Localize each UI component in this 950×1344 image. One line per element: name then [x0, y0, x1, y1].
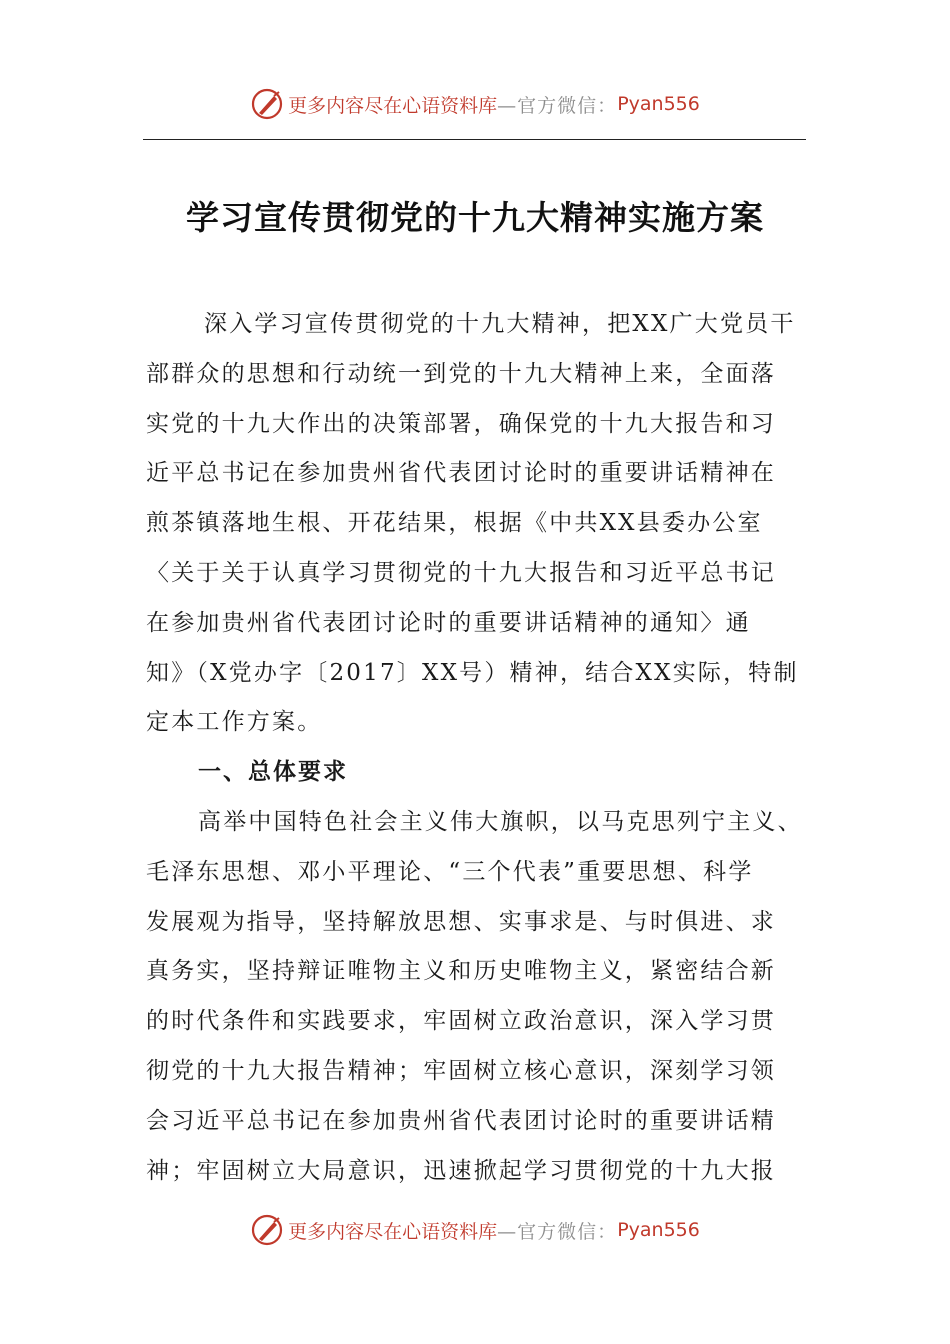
paragraph-line: 部群众的思想和行动统一到党的十九大精神上来，全面落 — [146, 360, 776, 387]
quill-logo-icon — [250, 1213, 284, 1247]
header-site-name: 更多内容尽在心语资料库 — [288, 94, 498, 117]
paragraph-line: 的时代条件和实践要求，牢固树立政治意识，深入学习贯 — [146, 1008, 776, 1035]
section-heading: 一、总体要求 — [198, 759, 348, 786]
footer-banner — [0, 1210, 950, 1250]
header-banner — [0, 84, 950, 124]
paragraph-line: 在参加贵州省代表团讨论时的重要讲话精神的通知〉通 — [146, 609, 751, 636]
paragraph-line: 深入学习宣传贯彻党的十九大精神，把XX广大党员干 — [204, 311, 796, 337]
header-wechat-id: Pyan556 — [617, 93, 700, 115]
paragraph-line: 高举中国特色社会主义伟大旗帜，以马克思列宁主义、 — [198, 808, 803, 835]
paragraph-line: 知》（X党办字〔2017〕XX号）精神，结合XX实际，特制 — [146, 659, 799, 686]
paragraph-line: 会习近平总书记在参加贵州省代表团讨论时的重要讲话精 — [146, 1107, 776, 1134]
footer-wechat-label: —官方微信： — [497, 1220, 618, 1243]
paragraph-line: 神；牢固树立大局意识，迅速掀起学习贯彻党的十九大报 — [146, 1157, 776, 1184]
paragraph-line: 煎茶镇落地生根、开花结果，根据《中共XX县委办公室 — [146, 510, 763, 537]
paragraph-line: 发展观为指导，坚持解放思想、实事求是、与时俱进、求 — [146, 908, 776, 935]
paragraph-line: 近平总书记在参加贵州省代表团讨论时的重要讲话精神在 — [146, 460, 776, 487]
paragraph-line: 实党的十九大作出的决策部署，确保党的十九大报告和习 — [146, 410, 776, 437]
header-wechat-label: —官方微信： — [497, 94, 618, 117]
footer-site-name: 更多内容尽在心语资料库 — [288, 1220, 498, 1243]
paragraph-line: 彻党的十九大报告精神；牢固树立核心意识，深刻学习领 — [146, 1057, 776, 1084]
footer-wechat-id: Pyan556 — [617, 1219, 700, 1241]
header-divider — [143, 139, 806, 140]
paragraph-line: 真务实，坚持辩证唯物主义和历史唯物主义，紧密结合新 — [146, 958, 776, 985]
paragraph-line: 毛泽东思想、邓小平理论、“三个代表”重要思想、科学 — [146, 858, 754, 885]
quill-logo-icon — [250, 87, 284, 121]
paragraph-line: 〈关于关于认真学习贯彻党的十九大报告和习近平总书记 — [146, 559, 776, 586]
document-title: 学习宣传贯彻党的十九大精神实施方案 — [186, 198, 764, 237]
document-body — [146, 300, 808, 1196]
paragraph-line: 定本工作方案。 — [146, 709, 323, 736]
